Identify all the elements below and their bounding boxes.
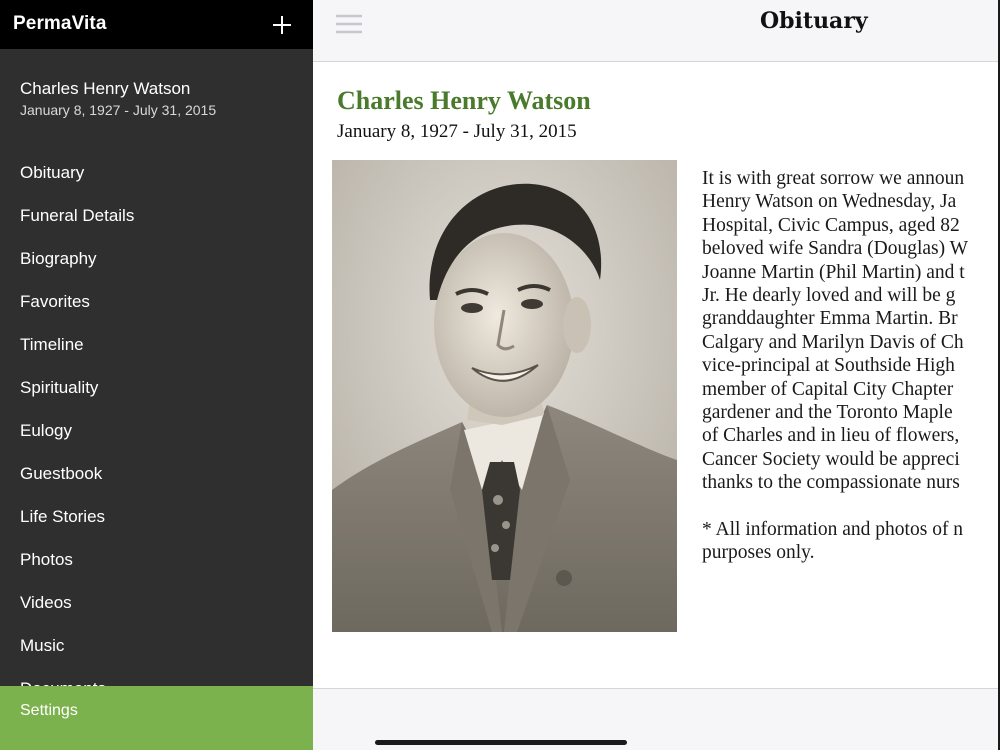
home-indicator[interactable] [375,740,627,745]
obituary-line: Calgary and Marilyn Davis of Ch [702,331,964,353]
sidebar-item-life-stories[interactable]: Life Stories [20,507,106,526]
plus-icon[interactable] [266,9,298,41]
obituary-note-line: * All information and photos of n [702,518,964,540]
sidebar-item-obituary[interactable]: Obituary [20,163,85,182]
obituary-line: Hospital, Civic Campus, aged 82 [702,214,960,236]
obituary-dates: January 8, 1927 - July 31, 2015 [337,121,577,142]
sidebar [0,0,313,750]
obituary-line: thanks to the compassionate nurs [702,472,960,494]
sidebar-nav [0,151,313,710]
portrait-photo [332,160,677,632]
app-title: PermaVita [13,13,107,34]
profile-dates: January 8, 1927 - July 31, 2015 [20,102,217,118]
obituary-line: Joanne Martin (Phil Martin) and t [702,261,965,283]
top-navigation-bar [313,0,1000,62]
profile-name: Charles Henry Watson [20,79,191,98]
sidebar-item-photos[interactable]: Photos [20,550,73,569]
obituary-content [313,62,1000,688]
obituary-line: granddaughter Emma Martin. Br [702,308,958,330]
sidebar-item-videos[interactable]: Videos [20,593,72,612]
sidebar-item-guestbook[interactable]: Guestbook [20,464,103,483]
sidebar-item-biography[interactable]: Biography [20,249,97,268]
obituary-line: of Charles and in lieu of flowers, [702,425,960,447]
obituary-line: beloved wife Sandra (Douglas) W [702,238,969,260]
main-panel [313,0,1000,750]
sidebar-item-timeline[interactable]: Timeline [20,335,84,354]
sidebar-item-favorites[interactable]: Favorites [20,292,90,311]
sidebar-item-eulogy[interactable]: Eulogy [20,421,72,440]
obituary-line: gardener and the Toronto Maple [702,401,953,423]
obituary-line: member of Capital City Chapter [702,378,954,400]
sidebar-item-funeral-details[interactable]: Funeral Details [20,206,135,225]
obituary-line: Jr. He dearly loved and will be g [702,284,956,306]
sidebar-item-music[interactable]: Music [20,636,65,655]
obituary-line: It is with great sorrow we announ [702,168,965,189]
hamburger-menu-icon[interactable] [335,12,363,38]
obituary-line: Henry Watson on Wednesday, Ja [702,191,957,213]
obituary-line: Cancer Society would be appreci [702,448,960,470]
page-title: Obituary [760,8,868,34]
settings-label: Settings [20,702,78,719]
obituary-text [702,167,1000,565]
settings-button[interactable] [0,686,313,750]
obituary-name: Charles Henry Watson [337,86,591,115]
sidebar-header [0,0,313,49]
obituary-note-line: purposes only. [702,542,815,564]
obituary-line: vice-principal at Southside High [702,355,955,377]
sidebar-item-spirituality[interactable]: Spirituality [20,378,99,397]
paragraph-gap [702,494,1000,517]
